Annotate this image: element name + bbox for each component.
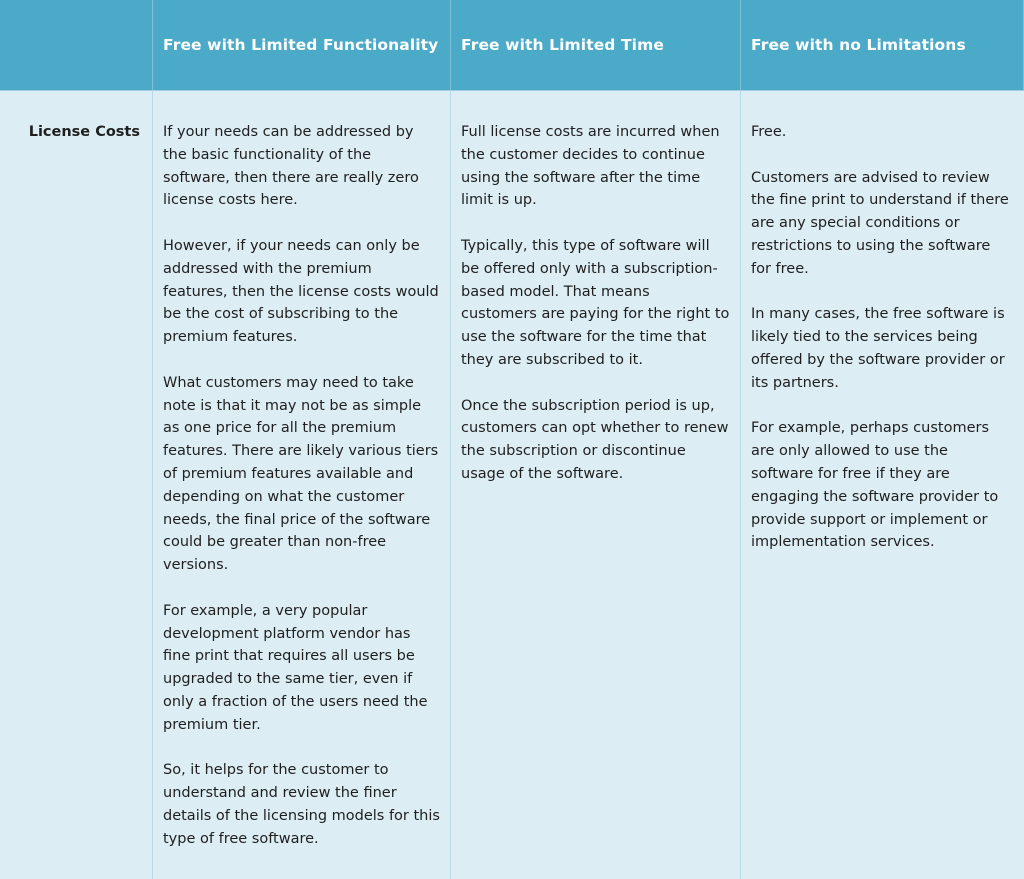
- paragraph: So, it helps for the customer to understand and review the finer details of the licensing models for this type of free software.: [163, 762, 440, 847]
- paragraph: However, if your needs can only be addressed with the premium features, then the license costs would be the cost of subscribing to the premium features.: [163, 237, 439, 346]
- paragraph: In many cases, the free software is likely tied to the services being offered by the software provider or its partners.: [751, 306, 1005, 391]
- paragraph: If your needs can be addressed by the basic functionality of the software, then there are really zero license costs here.: [163, 124, 419, 209]
- header-free-limited-time: Free with Limited Time: [451, 0, 741, 90]
- header-free-limited-functionality: Free with Limited Functionality: [153, 0, 451, 90]
- paragraph: For example, a very popular development platform vendor has fine print that requires all users be upgraded to the same tier, even if only a fraction of the users need the premium tier.: [163, 602, 428, 733]
- header-free-no-limitations: Free with no Limitations: [741, 0, 1024, 90]
- paragraph: Free.: [751, 124, 787, 140]
- paragraph: Customers are advised to review the fine print to understand if there are any special conditions or restrictions to using the software for free.: [751, 169, 1009, 277]
- paragraph: Typically, this type of software will be offered only with a subscription-based model. That means customers are paying for the right to use the software for the time that they are subscribed to it.: [461, 237, 730, 368]
- cell-limited-time: [451, 90, 741, 879]
- cell-limited-functionality: [153, 90, 451, 879]
- paragraph: Once the subscription period is up, customers can opt whether to renew the subscription or discontinue usage of the software.: [461, 397, 729, 482]
- paragraph: Full license costs are incurred when the customer decides to continue using the software after the time limit is up.: [461, 124, 720, 209]
- header-cell-blank: [0, 0, 153, 90]
- row-label-license-costs: License Costs: [0, 90, 153, 879]
- paragraph: What customers may need to take note is that it may not be as simple as one price for all the premium features. There are likely various tiers of premium features available and depending on what the customer needs, the final price of the software could be greater than non-free versions.: [163, 374, 439, 574]
- cell-no-limitations: [741, 90, 1024, 879]
- paragraph: For example, perhaps customers are only allowed to use the software for free if they are engaging the software provider to provide support or implement or implementation services.: [751, 420, 999, 551]
